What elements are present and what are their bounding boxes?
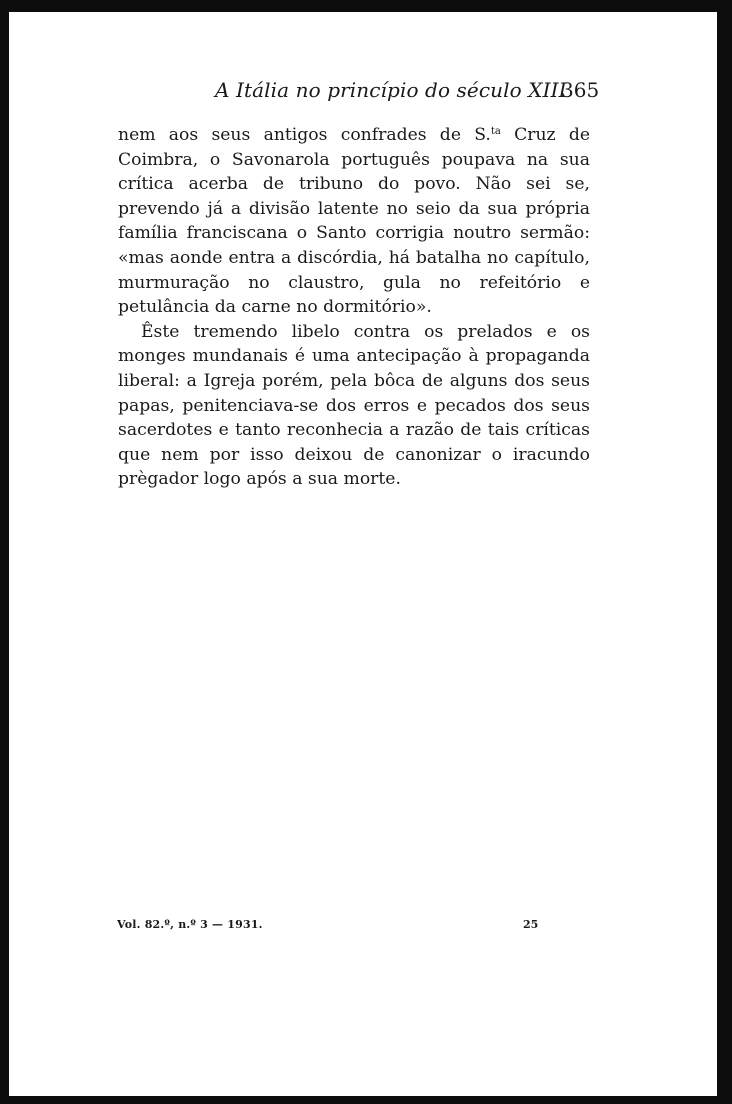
running-title: A Itália no princípio do século XIII — [215, 78, 567, 102]
footer-signature: 25 — [523, 918, 539, 931]
superscript: ta — [490, 126, 501, 137]
paragraph-1 — [118, 120, 590, 320]
paragraph-1-rest: Cruz de Coimbra, o Savonarola português poupava na sua crítica acerba de tribuno do povo. Não sei se, prevendo já a divisão latente no seio da sua própria família franciscana o Santo corrigia noutro sermão: «mas aonde entra a discórdia, há batalha no capítulo, murmuração no claustro, gula no refeitório e petulância da carne no dormitório». — [118, 125, 590, 318]
paragraph-1-start: nem aos seus antigos confrades de S. — [118, 125, 491, 145]
footer-volume: Vol. 82.º, n.º 3 — 1931. — [117, 918, 263, 931]
paragraph-2: Êste tremendo libelo contra os prelados e os monges mundanais é uma antecipação à propaganda liberal: a Igreja porém, pela bôca de alguns dos seus papas, penitenciava-se dos erros e pecados dos seus sacerdotes e tanto reconhecia a razão de tais críticas que nem por isso deixou de canonizar o iracundo prègador logo após a sua morte. — [118, 321, 590, 490]
body-text — [118, 120, 590, 492]
page-number: 365 — [561, 78, 600, 102]
